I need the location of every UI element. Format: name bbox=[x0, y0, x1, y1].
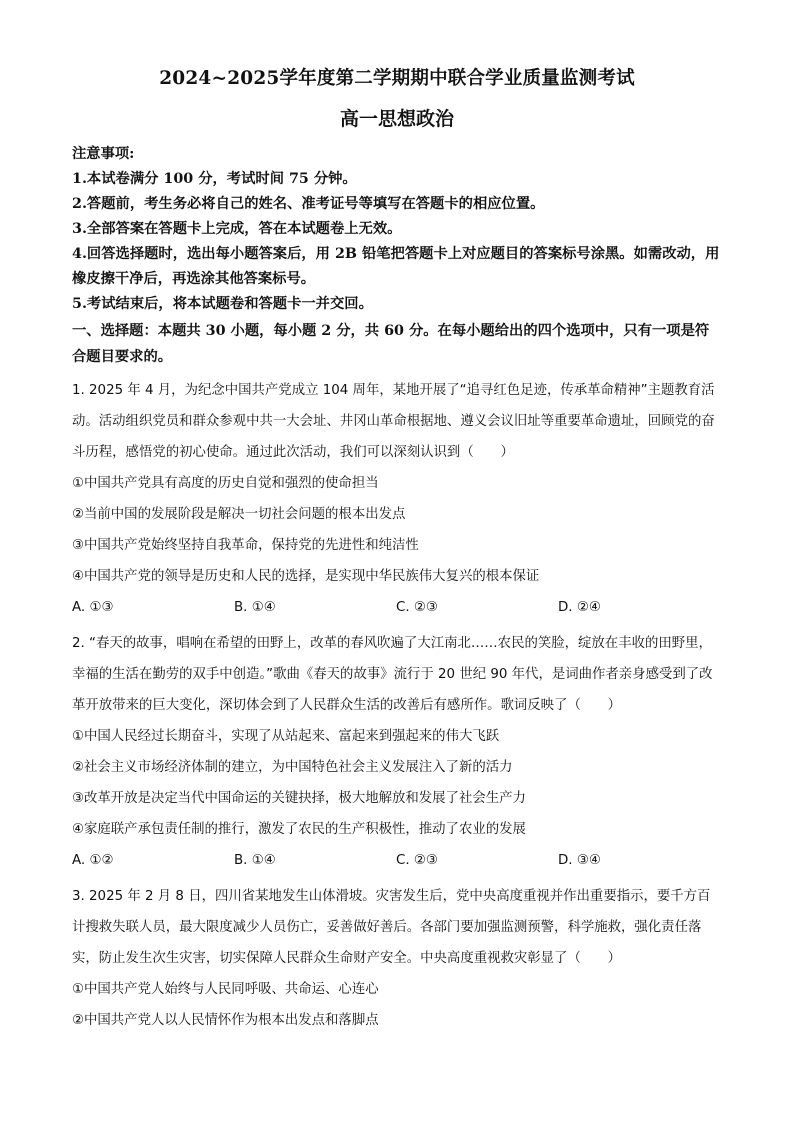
exam-title: 2024~2025学年度第二学期期中联合学业质量监测考试 bbox=[159, 68, 635, 89]
exam-subject: 高一思想政治 bbox=[339, 108, 454, 130]
choice-d: D. ③④ bbox=[558, 853, 601, 868]
question-stem: 1. 2025 年 4 月，为纪念中国共产党成立 104 周年，某地开展了“追寻红色足迹，传承革命精神”主题教育活动。活动组织党员和群众参观中共一大会址、井冈山革命根据地、遵义会议旧址等重要革命遗址，回顾党的奋斗历程，感悟党的初心使命。通过此次活动，我们可以深刻认识到（ ） bbox=[72, 383, 715, 460]
question-option: ④中国共产党的领导是历史和人民的选择，是实现中华民族伟大复兴的根本保证 bbox=[72, 569, 540, 584]
choice-a: A. ①② bbox=[72, 853, 114, 868]
notice-item-2: 2.答题前，考生务必将自己的姓名、准考证号等填写在答题卡的相应位置。 bbox=[72, 196, 545, 212]
question-stem: 3. 2025 年 2 月 8 日，四川省某地发生山体滑坡。灾害发生后，党中央高度重视并作出重要指示，要千方百计搜救失联人员，最大限度减少人员伤亡，妥善做好善后。各部门要加强监测预警，科学施救，强化责任落实，防止发生次生灾害，切实保障人民群众生命财产安全。中央高度重视救灾彰显了（ ） bbox=[72, 889, 711, 966]
notice-item-1: 1.本试卷满分 100 分，考试时间 75 分钟。 bbox=[72, 171, 357, 187]
choice-a: A. ①③ bbox=[72, 600, 114, 615]
section-heading: 一、选择题：本题共 30 小题，每小题 2 分，共 60 分。在每小题给出的四个选项中，只有一项是符合题目要求的。 bbox=[72, 323, 710, 365]
choice-b: B. ①④ bbox=[234, 600, 276, 615]
notice-item-4: 4.回答选择题时，选出每小题答案后，用 2B 铅笔把答题卡上对应题目的答案标号涂黑。如需改动，用橡皮擦干净后，再选涂其他答案标号。 bbox=[72, 246, 720, 287]
question-option: ③中国共产党始终坚持自我革命，保持党的先进性和纯洁性 bbox=[72, 538, 419, 553]
question-option: ②社会主义市场经济体制的建立，为中国特色社会主义发展注入了新的活力 bbox=[72, 760, 513, 775]
question-option: ①中国共产党具有高度的历史自觉和强烈的使命担当 bbox=[72, 476, 379, 491]
choice-b: B. ①④ bbox=[234, 853, 276, 868]
answer-choices bbox=[72, 845, 722, 876]
question-option: ③改革开放是决定当代中国命运的关键抉择，极大地解放和发展了社会生产力 bbox=[72, 791, 526, 806]
choice-c: C. ②③ bbox=[396, 853, 438, 868]
choice-c: C. ②③ bbox=[396, 600, 438, 615]
notice-block bbox=[72, 142, 722, 317]
question-option: ②中国共产党人以人民情怀作为根本出发点和落脚点 bbox=[72, 1013, 379, 1028]
question-1 bbox=[72, 375, 722, 623]
answer-choices bbox=[72, 592, 722, 623]
question-option: ④家庭联产承包责任制的推行，激发了农民的生产积极性，推动了农业的发展 bbox=[72, 822, 526, 837]
notice-item-5: 5.考试结束后，将本试题卷和答题卡一并交回。 bbox=[72, 296, 373, 312]
question-3 bbox=[72, 881, 722, 1036]
question-option: ②当前中国的发展阶段是解决一切社会问题的根本出发点 bbox=[72, 507, 406, 522]
question-stem: 2. “春天的故事，唱响在希望的田野上，改革的春风吹遍了大江南北……农民的笑脸，绽放在丰收的田野里，幸福的生活在勤劳的双手中创造。”歌曲《春天的故事》流行于 20 世纪 90 年代，是词曲作者亲身感受到了改革开放带来的巨大变化，深切体会到了人民群众生活的改善后有感所作。歌词反映了（ ） bbox=[72, 636, 713, 713]
exam-page bbox=[72, 64, 722, 1036]
question-option: ①中国共产党人始终与人民同呼吸、共命运、心连心 bbox=[72, 982, 379, 997]
question-2 bbox=[72, 628, 722, 876]
question-option: ①中国人民经过长期奋斗，实现了从站起来、富起来到强起来的伟大飞跃 bbox=[72, 729, 500, 744]
notice-heading: 注意事项: bbox=[72, 146, 135, 162]
notice-item-3: 3.全部答案在答题卡上完成，答在本试题卷上无效。 bbox=[72, 221, 402, 237]
choice-d: D. ②④ bbox=[558, 600, 601, 615]
